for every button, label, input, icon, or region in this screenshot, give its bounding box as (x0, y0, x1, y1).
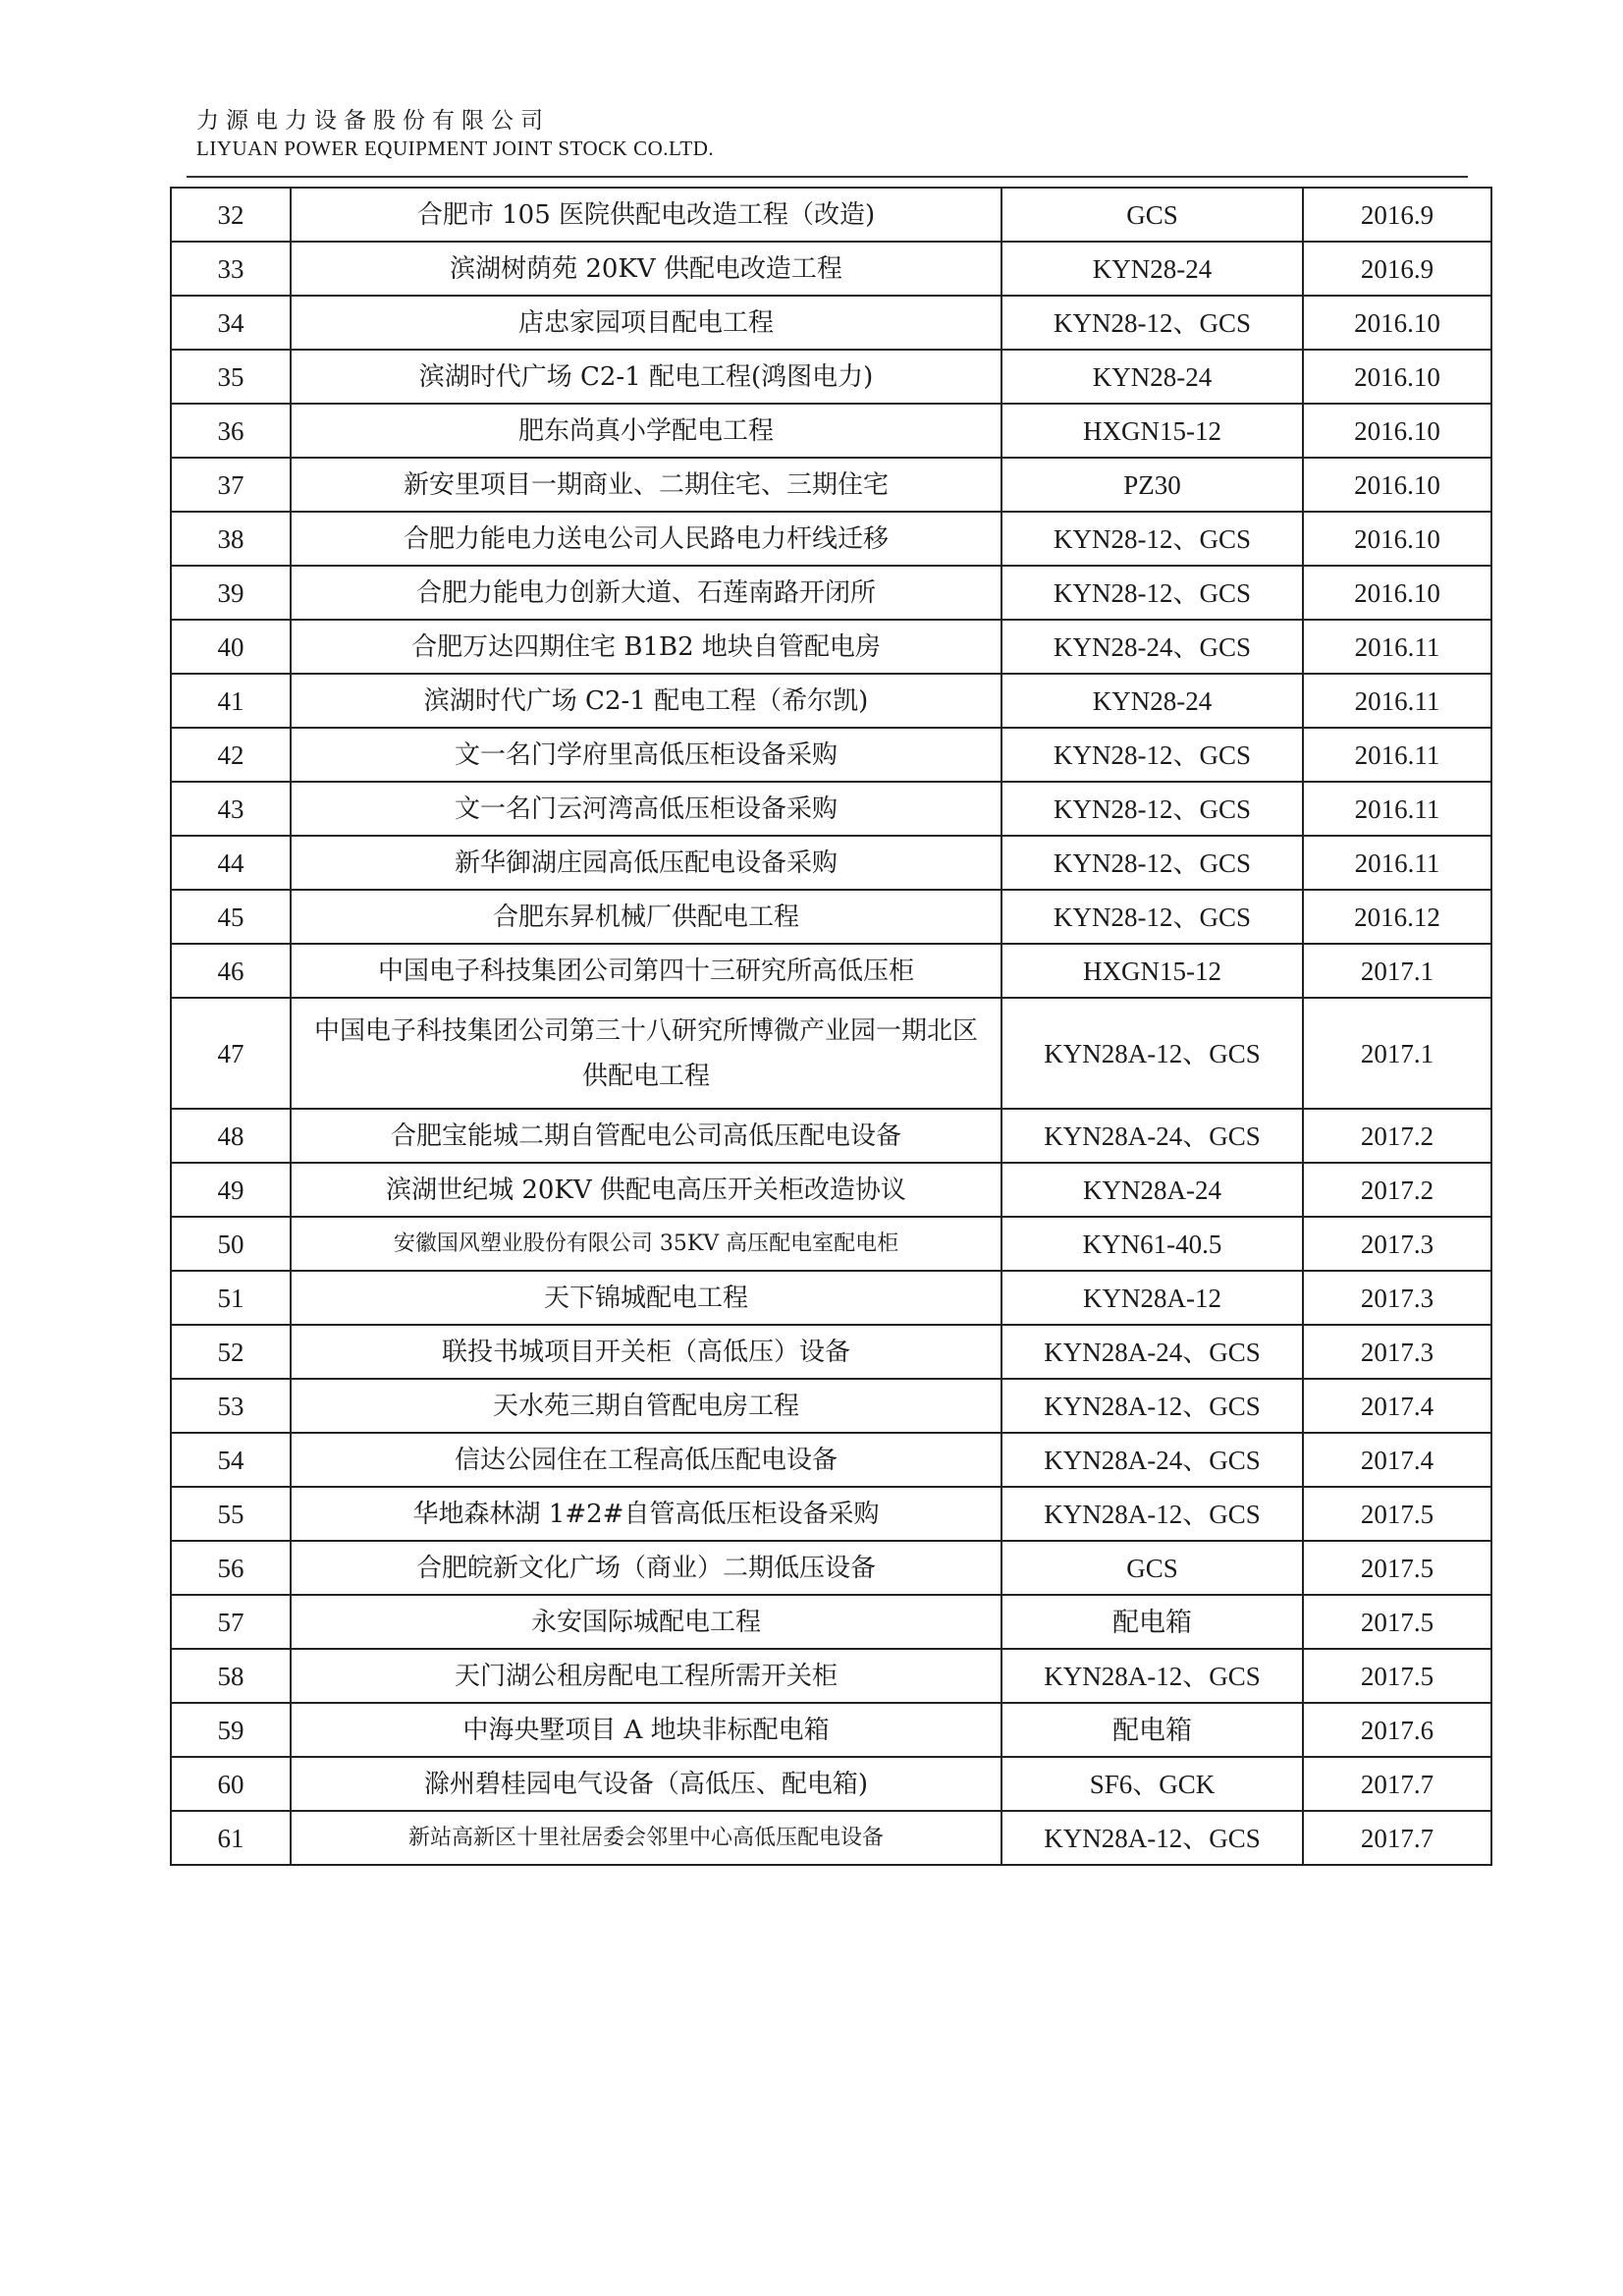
row-number: 34 (171, 296, 291, 350)
completion-date: 2017.3 (1303, 1271, 1491, 1325)
completion-date: 2016.12 (1303, 890, 1491, 944)
completion-date: 2017.5 (1303, 1649, 1491, 1703)
row-number: 50 (171, 1217, 291, 1271)
project-name: 新安里项目一期商业、二期住宅、三期住宅 (291, 458, 1001, 512)
completion-date: 2017.5 (1303, 1595, 1491, 1649)
table-row (171, 404, 1491, 458)
completion-date: 2016.11 (1303, 728, 1491, 782)
equipment-model: KYN28A-12、GCS (1001, 1379, 1303, 1433)
row-number: 38 (171, 512, 291, 566)
project-name: 信达公园住在工程高低压配电设备 (291, 1433, 1001, 1487)
completion-date: 2016.11 (1303, 836, 1491, 890)
row-number: 61 (171, 1811, 291, 1865)
table-row (171, 1595, 1491, 1649)
row-number: 32 (171, 188, 291, 242)
completion-date: 2017.4 (1303, 1433, 1491, 1487)
project-name: 滨湖时代广场 C2-1 配电工程(鸿图电力) (291, 350, 1001, 404)
project-name: 合肥东昇机械厂供配电工程 (291, 890, 1001, 944)
table-row (171, 1379, 1491, 1433)
row-number: 55 (171, 1487, 291, 1541)
equipment-model: GCS (1001, 1541, 1303, 1595)
row-number: 46 (171, 944, 291, 998)
project-name: 滨湖树荫苑 20KV 供配电改造工程 (291, 242, 1001, 296)
project-name: 中国电子科技集团公司第三十八研究所博微产业园一期北区供配电工程 (291, 998, 1001, 1109)
row-number: 54 (171, 1433, 291, 1487)
table-row (171, 566, 1491, 620)
project-table (170, 187, 1492, 1866)
company-name-cn: 力源电力设备股份有限公司 (196, 108, 550, 134)
equipment-model: HXGN15-12 (1001, 404, 1303, 458)
equipment-model: 配电箱 (1001, 1595, 1303, 1649)
row-number: 58 (171, 1649, 291, 1703)
table-row (171, 1541, 1491, 1595)
completion-date: 2016.11 (1303, 620, 1491, 674)
project-name: 永安国际城配电工程 (291, 1595, 1001, 1649)
equipment-model: KYN28-12、GCS (1001, 836, 1303, 890)
project-name: 店忠家园项目配电工程 (291, 296, 1001, 350)
equipment-model: 配电箱 (1001, 1703, 1303, 1757)
equipment-model: GCS (1001, 188, 1303, 242)
letterhead (196, 106, 714, 161)
table-row (171, 1811, 1491, 1865)
table-row (171, 836, 1491, 890)
equipment-model: KYN28-12、GCS (1001, 512, 1303, 566)
completion-date: 2016.9 (1303, 188, 1491, 242)
equipment-model: KYN28A-12、GCS (1001, 1811, 1303, 1865)
completion-date: 2017.3 (1303, 1217, 1491, 1271)
completion-date: 2016.10 (1303, 404, 1491, 458)
equipment-model: KYN61-40.5 (1001, 1217, 1303, 1271)
table-row (171, 674, 1491, 728)
equipment-model: HXGN15-12 (1001, 944, 1303, 998)
row-number: 41 (171, 674, 291, 728)
row-number: 40 (171, 620, 291, 674)
project-name: 合肥宝能城二期自管配电公司高低压配电设备 (291, 1109, 1001, 1163)
equipment-model: KYN28-24、GCS (1001, 620, 1303, 674)
completion-date: 2016.10 (1303, 350, 1491, 404)
table-row (171, 1757, 1491, 1811)
project-name: 联投书城项目开关柜（高低压）设备 (291, 1325, 1001, 1379)
equipment-model: KYN28A-24、GCS (1001, 1325, 1303, 1379)
project-name: 滨湖世纪城 20KV 供配电高压开关柜改造协议 (291, 1163, 1001, 1217)
equipment-model: PZ30 (1001, 458, 1303, 512)
project-name: 滨湖时代广场 C2-1 配电工程（希尔凯) (291, 674, 1001, 728)
completion-date: 2016.9 (1303, 242, 1491, 296)
project-name: 合肥万达四期住宅 B1B2 地块自管配电房 (291, 620, 1001, 674)
equipment-model: KYN28-24 (1001, 242, 1303, 296)
table-row (171, 242, 1491, 296)
completion-date: 2016.10 (1303, 458, 1491, 512)
table-row (171, 1325, 1491, 1379)
table-row (171, 1487, 1491, 1541)
project-name: 新站高新区十里社居委会邻里中心高低压配电设备 (291, 1811, 1001, 1865)
row-number: 45 (171, 890, 291, 944)
project-name: 滁州碧桂园电气设备（高低压、配电箱) (291, 1757, 1001, 1811)
row-number: 53 (171, 1379, 291, 1433)
row-number: 59 (171, 1703, 291, 1757)
table-row (171, 1271, 1491, 1325)
equipment-model: KYN28-12、GCS (1001, 890, 1303, 944)
project-name: 合肥力能电力送电公司人民路电力杆线迁移 (291, 512, 1001, 566)
company-name-en: LIYUAN POWER EQUIPMENT JOINT STOCK CO.LTD. (196, 137, 715, 160)
project-name: 天门湖公租房配电工程所需开关柜 (291, 1649, 1001, 1703)
equipment-model: KYN28-12、GCS (1001, 728, 1303, 782)
row-number: 36 (171, 404, 291, 458)
table-row (171, 1703, 1491, 1757)
equipment-model: KYN28A-12、GCS (1001, 998, 1303, 1109)
completion-date: 2017.1 (1303, 998, 1491, 1109)
completion-date: 2017.1 (1303, 944, 1491, 998)
project-name: 中海央墅项目 A 地块非标配电箱 (291, 1703, 1001, 1757)
header-divider (187, 176, 1468, 178)
table-row (171, 1649, 1491, 1703)
row-number: 44 (171, 836, 291, 890)
project-name: 中国电子科技集团公司第四十三研究所高低压柜 (291, 944, 1001, 998)
equipment-model: KYN28A-12、GCS (1001, 1487, 1303, 1541)
row-number: 37 (171, 458, 291, 512)
table-row (171, 350, 1491, 404)
project-name: 文一名门云河湾高低压柜设备采购 (291, 782, 1001, 836)
table-row (171, 1109, 1491, 1163)
table-row (171, 998, 1491, 1109)
equipment-model: KYN28A-12、GCS (1001, 1649, 1303, 1703)
completion-date: 2017.7 (1303, 1757, 1491, 1811)
row-number: 33 (171, 242, 291, 296)
equipment-model: KYN28-12、GCS (1001, 296, 1303, 350)
equipment-model: KYN28-24 (1001, 350, 1303, 404)
completion-date: 2016.11 (1303, 674, 1491, 728)
table-row (171, 296, 1491, 350)
equipment-model: KYN28A-12 (1001, 1271, 1303, 1325)
project-name: 合肥力能电力创新大道、石莲南路开闭所 (291, 566, 1001, 620)
row-number: 42 (171, 728, 291, 782)
equipment-model: KYN28A-24、GCS (1001, 1433, 1303, 1487)
completion-date: 2017.2 (1303, 1163, 1491, 1217)
completion-date: 2016.10 (1303, 296, 1491, 350)
project-name: 合肥皖新文化广场（商业）二期低压设备 (291, 1541, 1001, 1595)
completion-date: 2016.10 (1303, 566, 1491, 620)
row-number: 43 (171, 782, 291, 836)
table-row (171, 1163, 1491, 1217)
project-name: 天水苑三期自管配电房工程 (291, 1379, 1001, 1433)
table-row (171, 512, 1491, 566)
project-name: 天下锦城配电工程 (291, 1271, 1001, 1325)
completion-date: 2017.7 (1303, 1811, 1491, 1865)
table-row (171, 728, 1491, 782)
row-number: 48 (171, 1109, 291, 1163)
completion-date: 2017.6 (1303, 1703, 1491, 1757)
project-name: 合肥市 105 医院供配电改造工程（改造) (291, 188, 1001, 242)
equipment-model: KYN28-12、GCS (1001, 566, 1303, 620)
equipment-model: KYN28-24 (1001, 674, 1303, 728)
row-number: 57 (171, 1595, 291, 1649)
table-row (171, 188, 1491, 242)
completion-date: 2016.10 (1303, 512, 1491, 566)
equipment-model: KYN28A-24 (1001, 1163, 1303, 1217)
row-number: 39 (171, 566, 291, 620)
row-number: 56 (171, 1541, 291, 1595)
table-row (171, 782, 1491, 836)
table-row (171, 620, 1491, 674)
row-number: 47 (171, 998, 291, 1109)
completion-date: 2017.3 (1303, 1325, 1491, 1379)
equipment-model: SF6、GCK (1001, 1757, 1303, 1811)
equipment-model: KYN28A-24、GCS (1001, 1109, 1303, 1163)
project-name: 肥东尚真小学配电工程 (291, 404, 1001, 458)
project-name: 文一名门学府里高低压柜设备采购 (291, 728, 1001, 782)
project-table-body (171, 188, 1491, 1865)
table-row (171, 890, 1491, 944)
completion-date: 2017.2 (1303, 1109, 1491, 1163)
project-name: 华地森林湖 1#2#自管高低压柜设备采购 (291, 1487, 1001, 1541)
table-row (171, 944, 1491, 998)
project-name: 新华御湖庄园高低压配电设备采购 (291, 836, 1001, 890)
table-row (171, 1433, 1491, 1487)
equipment-model: KYN28-12、GCS (1001, 782, 1303, 836)
completion-date: 2017.5 (1303, 1487, 1491, 1541)
row-number: 49 (171, 1163, 291, 1217)
project-name: 安徽国风塑业股份有限公司 35KV 高压配电室配电柜 (291, 1217, 1001, 1271)
completion-date: 2017.5 (1303, 1541, 1491, 1595)
completion-date: 2016.11 (1303, 782, 1491, 836)
table-row (171, 458, 1491, 512)
row-number: 35 (171, 350, 291, 404)
row-number: 51 (171, 1271, 291, 1325)
completion-date: 2017.4 (1303, 1379, 1491, 1433)
table-row (171, 1217, 1491, 1271)
row-number: 60 (171, 1757, 291, 1811)
row-number: 52 (171, 1325, 291, 1379)
